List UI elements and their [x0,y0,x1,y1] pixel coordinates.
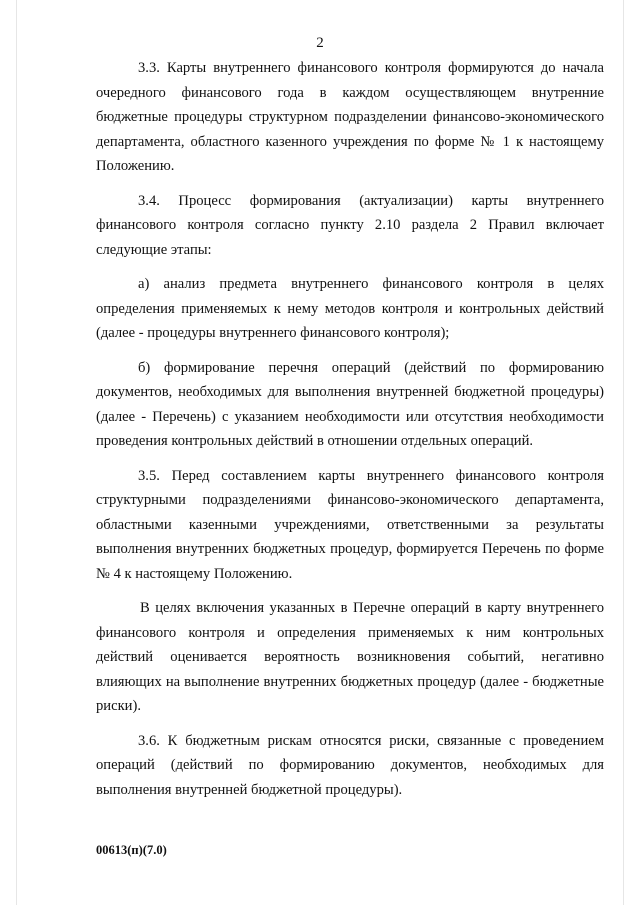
paragraph-3-4-b: б) формирование перечня операций (действий по формированию документов, необходимых для выполнения внутренней бюджетной процедуры) (далее - Перечень) с указанием необходимости или отсутствия необходимости проведения контрольных действий в отношении отдельных операций. [96,359,604,449]
paragraph-3-5: 3.5. Перед составлением карты внутреннего финансового контроля структурными подразделениями финансово-экономического департамента, областными казенными учреждениями, ответственными за результаты выполнения внутренних бюджетных процедур, формируется Перечень по форме № 4 к настоящему Положению. [96,467,604,582]
paragraph-3-3: 3.3. Карты внутреннего финансового контроля формируются до начала очередного финансового года в каждом осуществляющем внутренние бюджетные процедуры структурном подразделении финансово-экономического департамента, областного казенного учреждения по форме № 1 к настоящему Положению. [96,60,604,174]
paragraph-3-4-a: а) анализ предмета внутреннего финансового контроля в целях определения применяемых к нему методов контроля и контрольных действий (далее - процедуры внутреннего финансового контроля); [96,276,604,341]
paragraph-3-4: 3.4. Процесс формирования (актуализации) карты внутреннего финансового контроля согласно пункту 2.10 раздела 2 Правил включает следующие этапы: [96,192,604,258]
document-body [96,56,604,812]
scan-edge-left [16,0,17,905]
paragraph-budget-risks: В целях включения указанных в Перечне операций в карту внутреннего финансового контроля и определения применяемых к ним контрольных действий оценивается вероятность возникновения событий, негативно влияющих на выполнение внутренних бюджетных процедур (далее - бюджетные риски). [96,600,604,714]
scan-edge-right [623,0,624,905]
document-code: 00613(п)(7.0) [96,843,167,857]
page-number: 2 [316,35,324,51]
paragraph-3-6: 3.6. К бюджетным рискам относятся риски, связанные с проведением операций (действий по формированию документов, необходимых для выполнения внутренней бюджетной процедуры). [96,732,604,798]
